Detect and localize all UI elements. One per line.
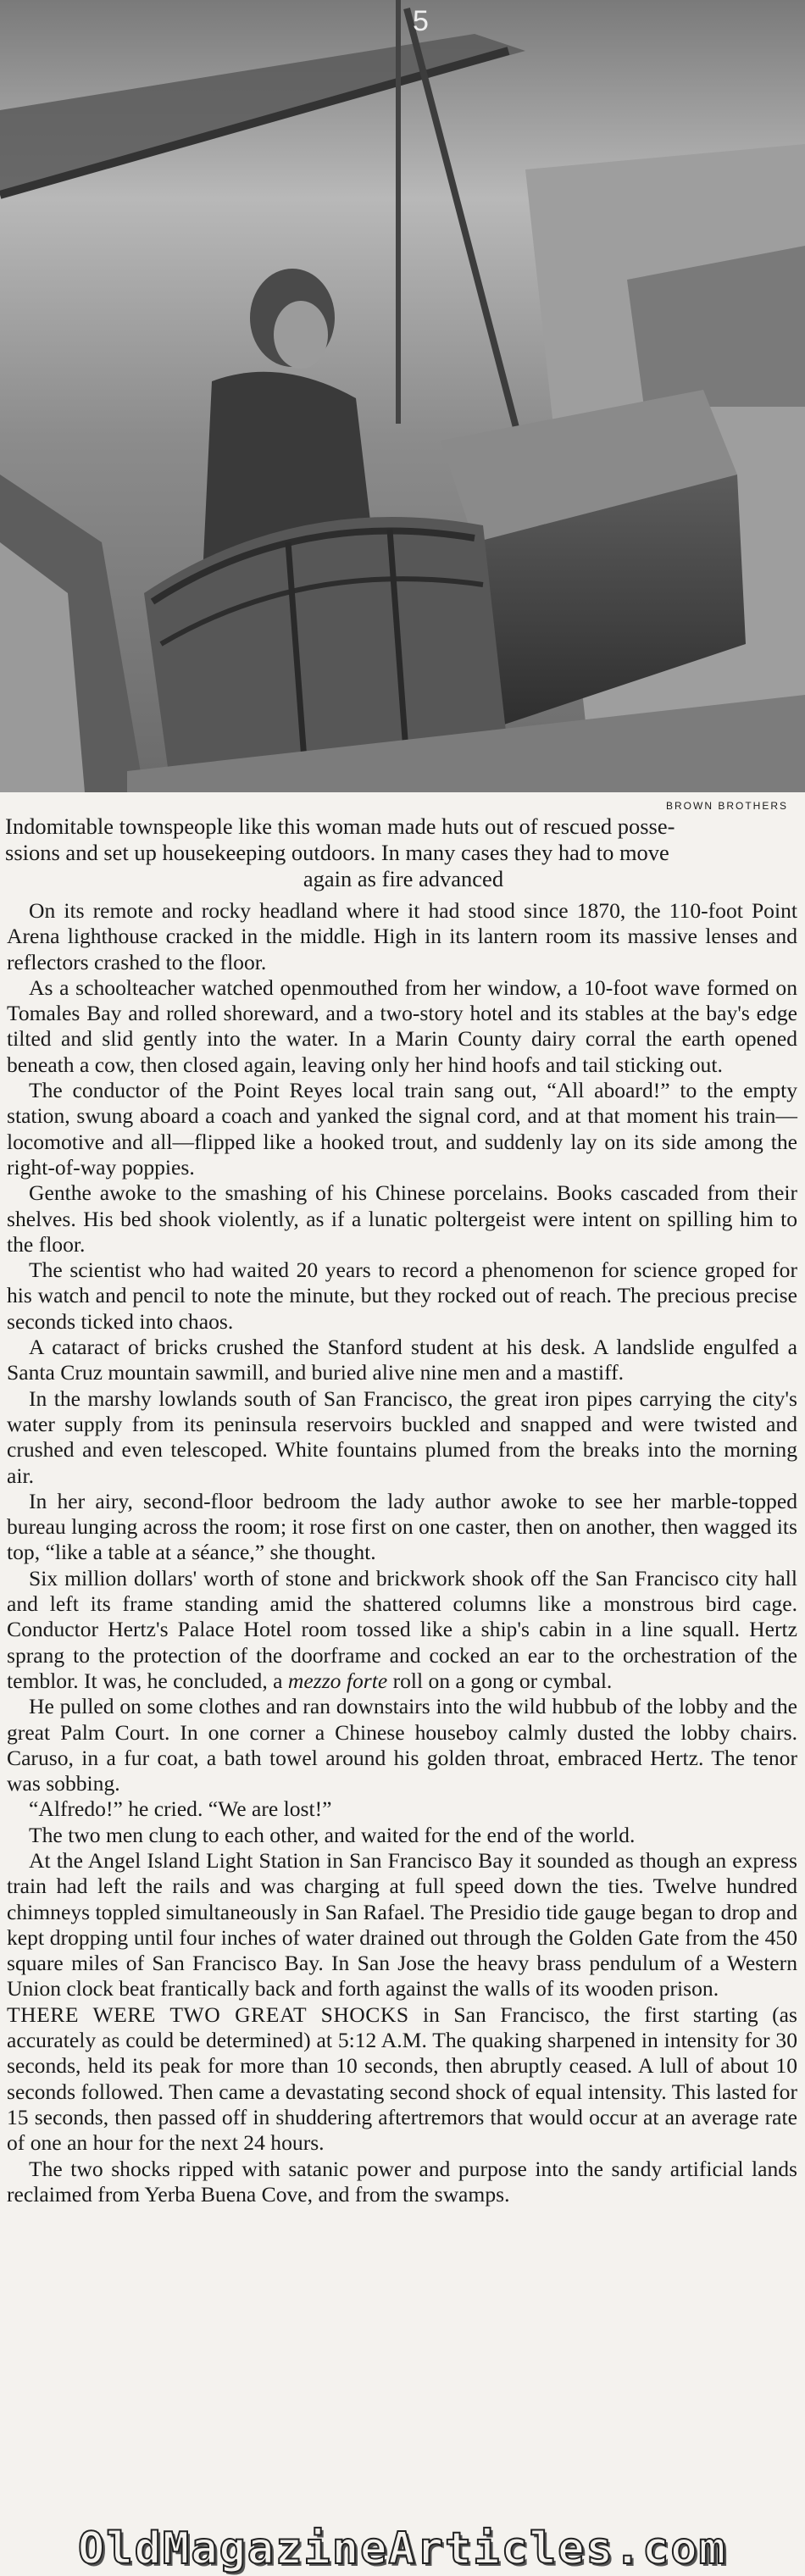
paragraph: On its remote and rocky headland where it had stood since 1870, the 110-foot Point Arena lighthouse cracked in the middle. High in its lantern room its massive lenses and reflectors crashed to the floor. [7, 898, 797, 974]
paragraph: In her airy, second-floor bedroom the lady author awoke to see her marble-topped bureau lunging across the room; it rose first on one caster, then on another, then wagged its top, “like a table at a séance,” she thought. [7, 1488, 797, 1565]
caption-line: ssions and set up housekeeping outdoors. In many cases they had to move [5, 840, 669, 865]
footer-watermark [0, 2521, 805, 2576]
paragraph: Genthe awoke to the smashing of his Chinese porcelains. Books cascaded from their shelves. His bed shook violently, as if a lunatic poltergeist were intent on spilling him to the floor. [7, 1180, 797, 1257]
photo-woman-with-trunks-icon [0, 0, 805, 792]
paragraph: The scientist who had waited 20 years to record a phenomenon for science groped for his watch and pencil to note the minute, but they rocked out of reach. The precious precise seconds ticked into chaos. [7, 1257, 797, 1334]
paragraph: At the Angel Island Light Station in San Francisco Bay it sounded as though an express train had left the rails and was charging at full speed down the ties. Twelve hundred chimneys toppled simultaneously in San Rafael. The Presidio tide gauge began to drop and kept dropping until four inches of water drained out through the Golden Gate from the 450 square miles of San Francisco Bay. In San Jose the heavy brass pendulum of a Western Union clock beat frantically back and forth against the walls of its wooden prison. [7, 1847, 797, 2001]
section-lead: THERE WERE TWO GREAT SHOCKS [7, 2001, 409, 2027]
photograph [0, 0, 805, 792]
paragraph-text: roll on a gong or cymbal. [387, 1668, 613, 1693]
paragraph: The two men clung to each other, and waited for the end of the world. [29, 1822, 636, 1847]
emphasis-text: mezzo forte [287, 1668, 388, 1693]
paragraph: The conductor of the Point Reyes local train sang out, “All aboard!” to the empty station, swung aboard a coach and yanked the signal cord, and at that moment his train—locomotive and all—flipped like a hooked trout, and suddenly lay on its side among the right-of-way poppies. [7, 1078, 797, 1180]
photo-caption [5, 813, 802, 892]
paragraph: As a schoolteacher watched openmouthed from her window, a 10-foot wave formed on Tomales Bay and rolled shoreward, and a two-story hotel and its stables at the bay's edge tilted and slid gently into the water. In a Marin County dairy corral the earth opened beneath a cow, then closed again, leaving only her hind hoofs and tail sticking out. [7, 974, 797, 1077]
caption-line: Indomitable townspeople like this woman made huts out of rescued posse- [5, 813, 675, 839]
watermark-text: OldMagazineArticles.com [77, 2523, 728, 2574]
page-number: 5 [413, 5, 429, 37]
paragraph [7, 2002, 797, 2157]
photo-credit: BROWN BROTHERS [665, 800, 788, 812]
paragraph: “Alfredo!” he cried. “We are lost!” [29, 1796, 332, 1822]
article-body [7, 898, 797, 2207]
paragraph [7, 1566, 797, 1694]
paragraph: A cataract of bricks crushed the Stanford student at his desk. A landslide engulfed a Santa Cruz mountain sawmill, and buried alive nine men and a mastiff. [7, 1335, 797, 1385]
paragraph-text: Six million dollars' worth of stone and brickwork shook off the San Francisco city hall and left its frame standing amid the shattered columns like a monstrous bird cage. Conductor Hertz's Palace Hotel room tossed like a ship's cabin in a line squall. Hertz sprang to the protection of the doorframe and cocked an ear to the orchestration of the temblor. It was, he concluded, a [7, 1565, 797, 1693]
caption-line: again as fire advanced [303, 866, 504, 891]
paragraph: He pulled on some clothes and ran downstairs into the wild hubbub of the lobby and the great Palm Court. In one corner a Chinese houseboy calmly dusted the lobby chairs. Caruso, in a fur coat, a bath towel around his golden throat, embraced Hertz. The tenor was sobbing. [7, 1694, 797, 1796]
paragraph: The two shocks ripped with satanic power and purpose into the sandy artificial lands reclaimed from Yerba Buena Cove, and from the swamps. [7, 2156, 797, 2207]
paragraph: In the marshy lowlands south of San Francisco, the great iron pipes carrying the city's water supply from its peninsula reservoirs buckled and snapped and were twisted and crushed and even telescoped. White fountains plumed from the breaks into the morning air. [7, 1385, 797, 1488]
paragraph-text: in San Francisco, the first starting (as accurately as could be determined) at 5:12 A.M. The quaking sharpened in intensity for 30 seconds, held its peak for more than 10 seconds, then abruptly ceased. A lull of about 10 seconds followed. Then came a devastating second shock of equal intensity. This lasted for 15 seconds, then passed off in shuddering aftertremors that would occur at an average rate of one an hour for the next 24 hours. [7, 2001, 797, 2156]
